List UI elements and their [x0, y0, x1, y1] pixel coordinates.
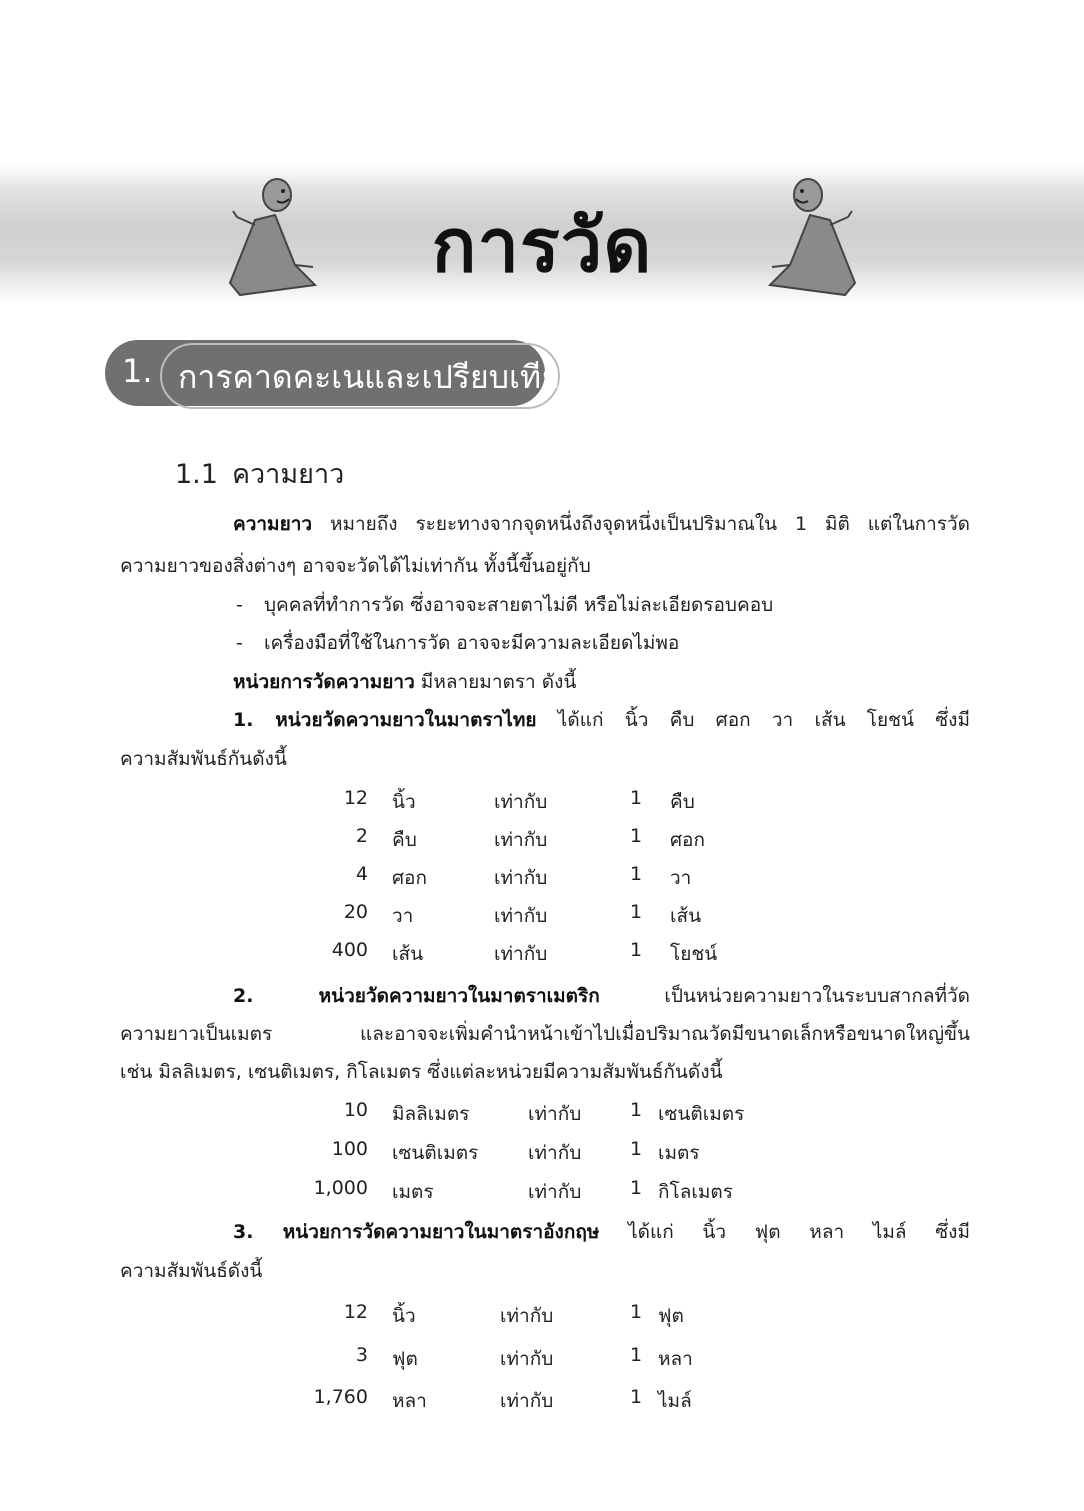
- row-to-unit: โยชน์: [670, 943, 718, 965]
- page-title: การวัด: [431, 203, 653, 289]
- row-to-unit: หลา: [658, 1348, 693, 1370]
- row-qty: 3: [355, 1344, 368, 1366]
- thai-system-title: 1. หน่วยวัดความยาวในมาตราไทย: [233, 709, 537, 731]
- row-from-unit: เส้น: [392, 943, 424, 965]
- row-equals: เท่ากับ: [500, 1305, 554, 1327]
- row-from-unit: ศอก: [392, 867, 427, 889]
- table-row: [0, 939, 1084, 965]
- row-equals: เท่ากับ: [494, 829, 548, 851]
- row-equals: เท่ากับ: [500, 1348, 554, 1370]
- bullet-item: [236, 632, 680, 655]
- table-row: [0, 1099, 1084, 1125]
- row-one: 1: [630, 1099, 643, 1121]
- section-number: 1.: [122, 352, 153, 390]
- table-row: [0, 901, 1084, 927]
- row-one: 1: [630, 901, 643, 923]
- row-one: 1: [630, 863, 643, 885]
- table-row: [0, 1177, 1084, 1203]
- thai-system-line-2: ความสัมพันธ์กันดังนี้: [120, 748, 287, 770]
- intro-line-1: [233, 513, 970, 536]
- row-from-unit: เมตร: [392, 1181, 434, 1203]
- row-equals: เท่ากับ: [494, 867, 548, 889]
- table-row: [0, 863, 1084, 889]
- subsection-title: ความยาว: [231, 459, 345, 490]
- row-from-unit: นิ้ว: [392, 791, 416, 813]
- english-system-line-2: ความสัมพันธ์ดังนี้: [120, 1260, 263, 1282]
- row-equals: เท่ากับ: [500, 1390, 554, 1412]
- table-row: [0, 1301, 1084, 1327]
- row-equals: เท่ากับ: [494, 943, 548, 965]
- bullet-mark: -: [236, 594, 243, 616]
- table-row: [0, 1386, 1084, 1412]
- bullet-text: บุคคลที่ทำการวัด ซึ่งอาจจะสายตาไม่ดี หรือไม่ละเอียดรอบคอบ: [264, 594, 774, 616]
- table-row: [0, 787, 1084, 813]
- english-system-desc: ได้แก่ นิ้ว ฟุต หลา ไมล์ ซึ่งมี: [628, 1221, 970, 1243]
- row-qty: 20: [343, 901, 368, 923]
- thai-system-desc: ได้แก่ นิ้ว คืบ ศอก วา เส้น โยชน์ ซึ่งมี: [557, 709, 970, 731]
- row-one: 1: [630, 1177, 643, 1199]
- subsection-heading: [175, 452, 344, 495]
- metric-system-line-2: ความยาวเป็นเมตร และอาจจะเพิ่มคำนำหน้าเข้าไปเมื่อปริมาณวัดมีขนาดเล็กหรือขนาดใหญ่ขึ้น: [120, 1023, 970, 1045]
- row-one: 1: [630, 787, 643, 809]
- intro-definition: หมายถึง ระยะทางจากจุดหนึ่งถึงจุดหนึ่งเป็นปริมาณใน 1 มิติ แต่ในการวัด: [329, 513, 971, 535]
- row-to-unit: คืบ: [670, 791, 695, 813]
- row-from-unit: วา: [392, 905, 414, 927]
- table-row: [0, 1344, 1084, 1370]
- row-to-unit: กิโลเมตร: [658, 1181, 733, 1203]
- bullet-mark: -: [236, 632, 243, 654]
- units-heading-text: มีหลายมาตรา ดังนี้: [420, 671, 577, 693]
- row-from-unit: นิ้ว: [392, 1305, 416, 1327]
- row-to-unit: เส้น: [670, 905, 702, 927]
- row-qty: 400: [331, 939, 368, 961]
- row-from-unit: เซนติเมตร: [392, 1142, 479, 1164]
- row-qty: 1,760: [313, 1386, 368, 1408]
- row-from-unit: หลา: [392, 1390, 427, 1412]
- subsection-number: 1.1: [175, 459, 218, 490]
- intro-term: ความยาว: [233, 513, 313, 535]
- row-to-unit: ฟุต: [658, 1305, 684, 1327]
- units-heading-bold: หน่วยการวัดความยาว: [233, 671, 415, 693]
- metric-system-desc: เป็นหน่วยความยาวในระบบสากลที่วัด: [664, 985, 971, 1007]
- row-qty: 10: [343, 1099, 368, 1121]
- english-system-title: 3. หน่วยการวัดความยาวในมาตราอังกฤษ: [233, 1221, 600, 1243]
- row-one: 1: [630, 1344, 643, 1366]
- row-equals: เท่ากับ: [528, 1181, 582, 1203]
- row-from-unit: มิลลิเมตร: [392, 1103, 470, 1125]
- row-one: 1: [630, 939, 643, 961]
- metric-system-title: 2. หน่วยวัดความยาวในมาตราเมตริก: [233, 985, 600, 1007]
- row-to-unit: ไมล์: [658, 1390, 692, 1412]
- row-qty: 12: [343, 787, 368, 809]
- table-row: [0, 1138, 1084, 1164]
- row-qty: 4: [355, 863, 368, 885]
- metric-system-heading: [233, 985, 970, 1008]
- row-qty: 1,000: [313, 1177, 368, 1199]
- english-system-heading: [233, 1221, 970, 1244]
- row-to-unit: เมตร: [658, 1142, 700, 1164]
- thai-system-heading: [233, 709, 970, 732]
- row-one: 1: [630, 1301, 643, 1323]
- bullet-text: เครื่องมือที่ใช้ในการวัด อาจจะมีความละเอียดไม่พอ: [264, 632, 680, 654]
- row-to-unit: ศอก: [670, 829, 705, 851]
- row-from-unit: คืบ: [392, 829, 417, 851]
- row-equals: เท่ากับ: [494, 791, 548, 813]
- units-heading: [233, 671, 576, 694]
- row-qty: 100: [331, 1138, 368, 1160]
- row-equals: เท่ากับ: [528, 1103, 582, 1125]
- row-equals: เท่ากับ: [494, 905, 548, 927]
- row-qty: 12: [343, 1301, 368, 1323]
- row-one: 1: [630, 1138, 643, 1160]
- table-row: [0, 825, 1084, 851]
- intro-line-2: ความยาวของสิ่งต่างๆ อาจจะวัดได้ไม่เท่ากัน ทั้งนี้ขึ้นอยู่กับ: [120, 555, 591, 577]
- row-one: 1: [630, 1386, 643, 1408]
- row-equals: เท่ากับ: [528, 1142, 582, 1164]
- bullet-item: [236, 594, 774, 617]
- section-title: การคาดคะเนและเปรียบเทียบ: [178, 358, 581, 396]
- row-qty: 2: [355, 825, 368, 847]
- row-from-unit: ฟุต: [392, 1348, 418, 1370]
- metric-system-line-3: เช่น มิลลิเมตร, เซนติเมตร, กิโลเมตร ซึ่งแต่ละหน่วยมีความสัมพันธ์กันดังนี้: [120, 1061, 723, 1083]
- row-to-unit: เซนติเมตร: [658, 1103, 745, 1125]
- row-to-unit: วา: [670, 867, 692, 889]
- row-one: 1: [630, 825, 643, 847]
